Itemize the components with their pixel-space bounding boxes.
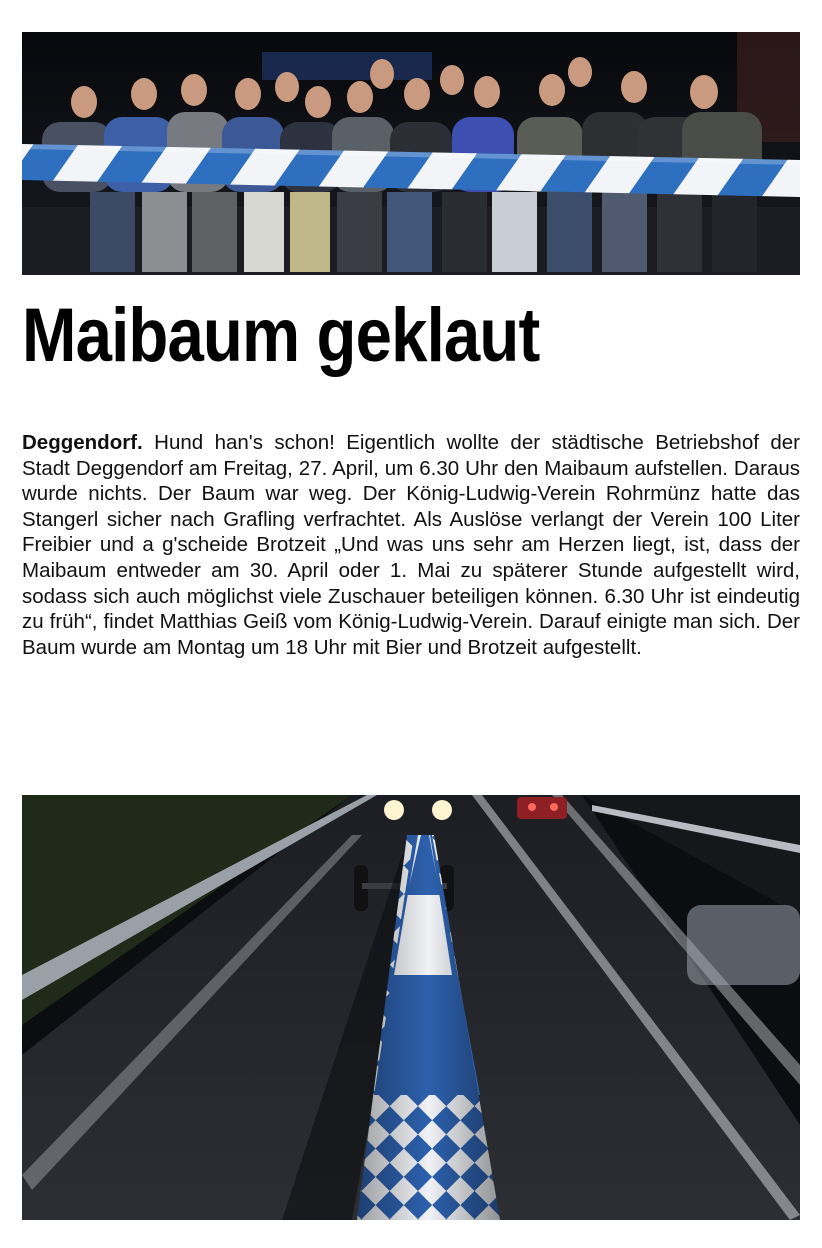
article-body bbox=[22, 430, 800, 660]
article-text: Hund han's schon! Eigentlich wollte der städtische Betriebshof der Stadt Deggendorf am Freitag, 27. April, um 6.30 Uhr den Maibaum aufstellen. Daraus wurde nichts. Der Baum war weg. Der König-Ludwig-Verein Rohrmünz hatte das Stangerl sicher nach Grafling verfrachtet. Als Auslöse verlangt der Verein 100 Liter Freibier und a g'scheide Brotzeit „Und was uns sehr am Herzen liegt, ist, dass der Maibaum entweder am 30. April oder 1. Mai zu späterer Stunde aufgestellt wird, sodass sich auch möglichst viele Zuschauer beteiligen können. 6.30 Uhr ist eindeutig zu früh“, findet Matthias Geiß vom König-Ludwig-Verein. Darauf einigte man sich. Der Baum wurde am Montag um 18 Uhr mit Bier und Brotzeit aufgestellt. bbox=[22, 431, 800, 659]
group-photo-illustration bbox=[22, 32, 800, 275]
transport-photo bbox=[22, 795, 800, 1220]
dateline: Deggendorf. bbox=[22, 431, 143, 454]
group-photo bbox=[22, 32, 800, 275]
headline: Maibaum geklaut bbox=[22, 293, 540, 378]
transport-photo-illustration bbox=[22, 795, 800, 1220]
